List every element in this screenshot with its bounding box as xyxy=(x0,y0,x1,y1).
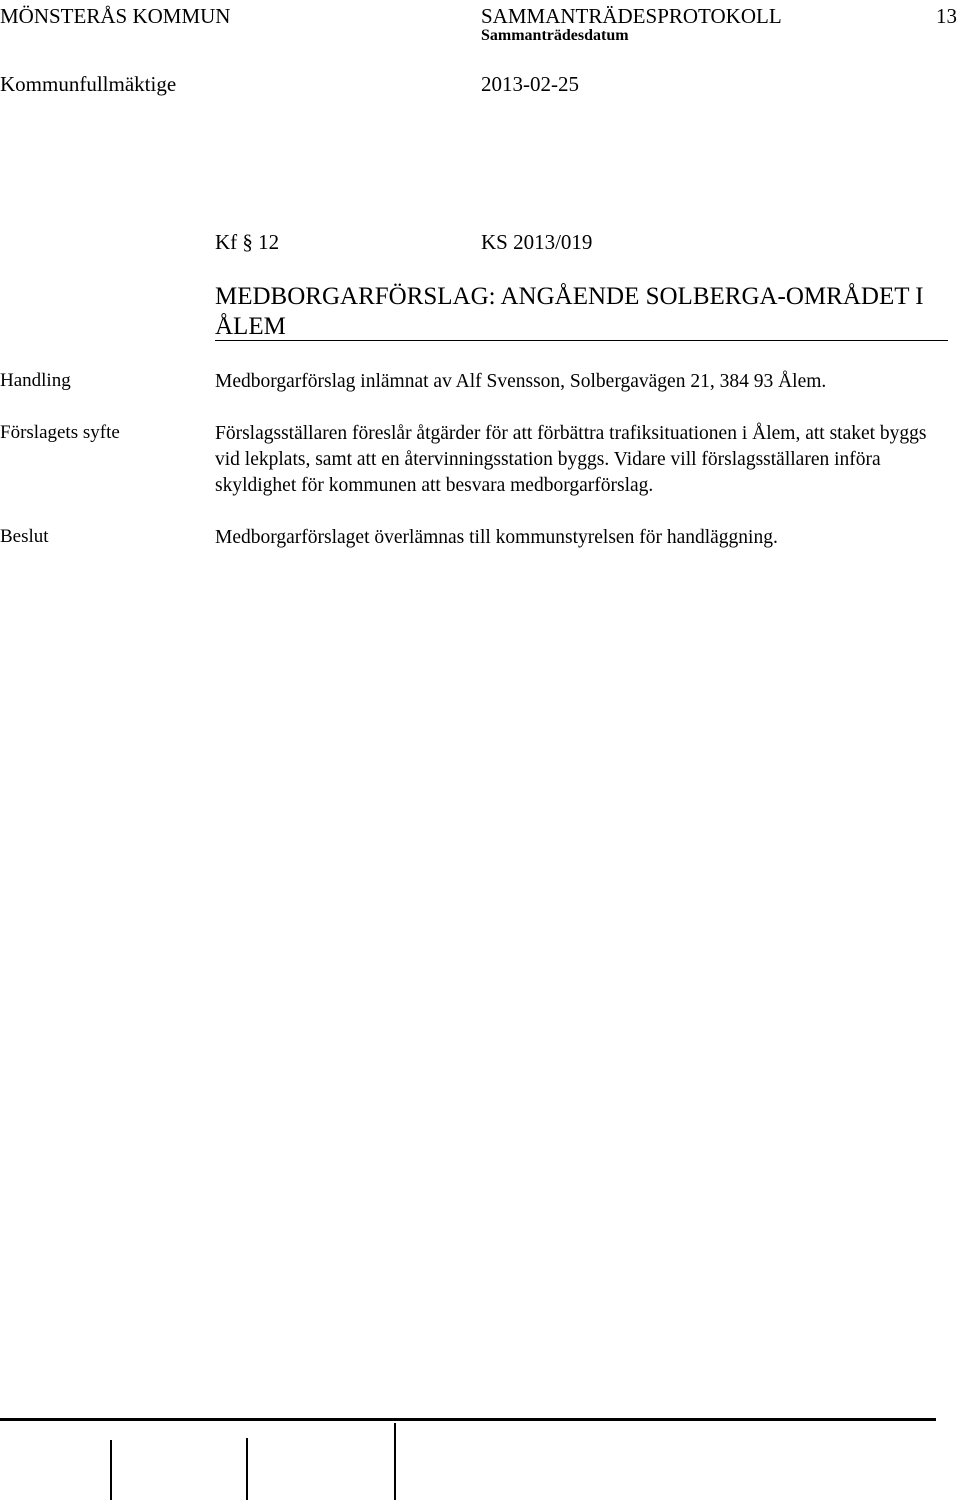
municipality-name: MÖNSTERÅS KOMMUN xyxy=(0,4,231,28)
section-sign: § xyxy=(242,230,253,254)
body-name: Kommunfullmäktige xyxy=(0,72,177,96)
signature-divider-1 xyxy=(110,1440,112,1500)
section-text-syfte: Förslagsställaren föreslår åtgärder för att förbättra trafiksituationen i Ålem, att staket byggs vid lekplats, samt att en återvinningsstation byggs. Vidare vill förslagsställaren införa skyldighet för kommunen att besvara medborgarförslag. xyxy=(215,423,927,496)
signature-rule xyxy=(0,1418,936,1421)
section-text-handling: Medborgarförslag inlämnat av Alf Svensson, Solbergavägen 21, 384 93 Ålem. xyxy=(215,371,827,392)
case-title: MEDBORGARFÖRSLAG: ANGÅENDE SOLBERGA-OMRÅDET I ÅLEM xyxy=(215,283,924,340)
paragraph-reference xyxy=(215,230,279,255)
paragraph-number: 12 xyxy=(258,230,280,254)
protocol-title: SAMMANTRÄDESPROTOKOLL xyxy=(481,4,782,28)
diary-number: KS 2013/019 xyxy=(481,230,593,254)
signature-divider-2 xyxy=(246,1438,248,1500)
date-label: Sammanträdesdatum xyxy=(481,27,629,44)
signature-divider-3 xyxy=(394,1423,396,1500)
title-underline xyxy=(215,340,948,341)
section-label-handling: Handling xyxy=(0,370,71,391)
paragraph-prefix: Kf xyxy=(215,230,238,254)
page-number: 13 xyxy=(936,4,957,28)
section-label-syfte: Förslagets syfte xyxy=(0,422,120,443)
section-text-beslut: Medborgarförslaget överlämnas till kommunstyrelsen för handläggning. xyxy=(215,527,778,548)
section-label-beslut: Beslut xyxy=(0,526,49,547)
meeting-date: 2013-02-25 xyxy=(481,72,579,96)
